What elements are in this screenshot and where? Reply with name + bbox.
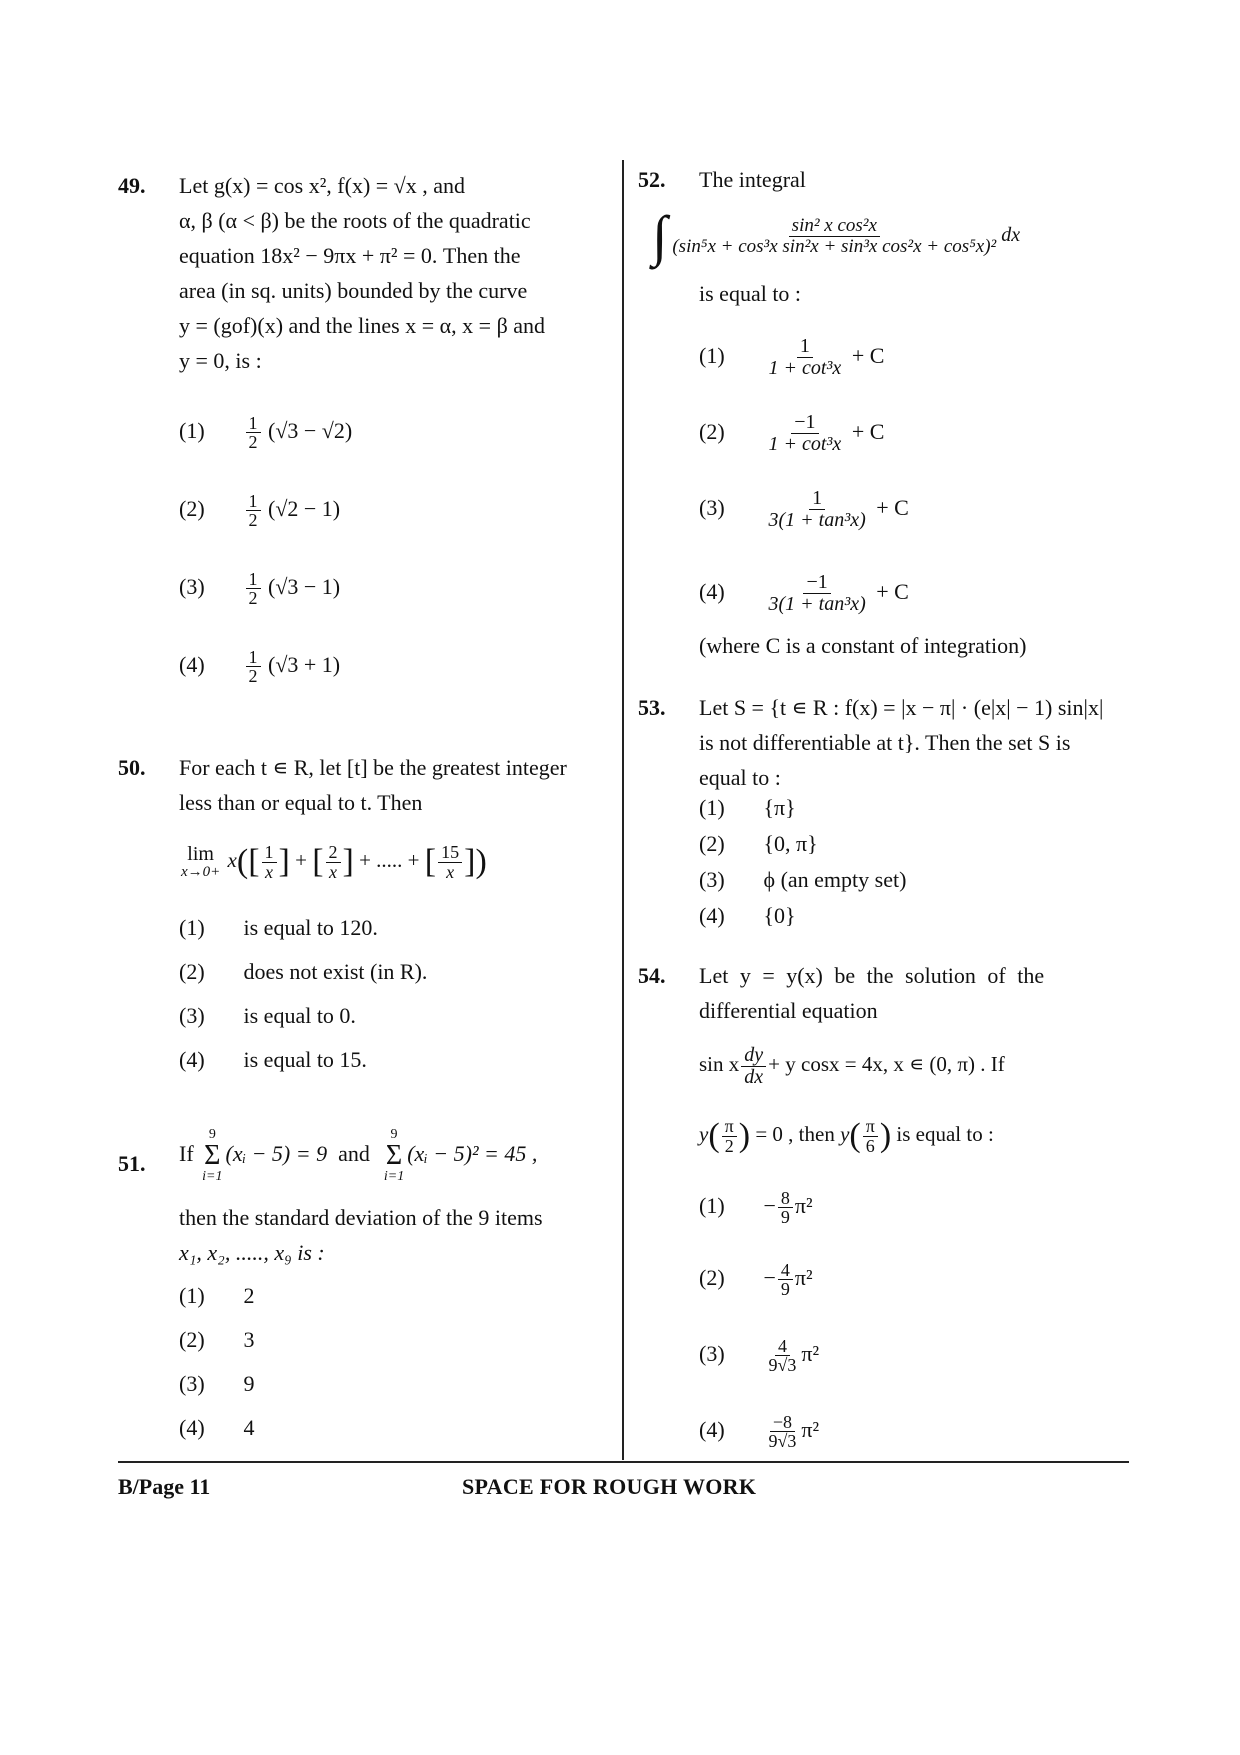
summation: 9 Σ i=1 bbox=[383, 1127, 405, 1184]
fraction: $\frac{4}{9√3}$ bbox=[768, 1335, 797, 1376]
limit-variable: x bbox=[227, 848, 237, 872]
option-number: (3) bbox=[179, 574, 205, 599]
option-text: π² bbox=[801, 1341, 820, 1366]
question-line: equation 18x² − 9πx + π² = 0. Then the bbox=[179, 243, 521, 268]
option-text: + C bbox=[851, 419, 885, 444]
option-text: ϕ (an empty set) bbox=[763, 867, 907, 892]
question-line: α, β (α < β) be the roots of the quadratic bbox=[179, 208, 531, 233]
fraction: $\frac{-1}{\text{1 + cot³x}}$ bbox=[768, 411, 842, 456]
option-text: is equal to 15. bbox=[243, 1047, 367, 1072]
option-number: (2) bbox=[699, 1265, 725, 1290]
option-text: 9 bbox=[243, 1371, 255, 1396]
page-number: B/Page 11 bbox=[118, 1474, 211, 1499]
option-49-4[interactable] bbox=[179, 646, 341, 687]
option-text: π² bbox=[794, 1193, 813, 1218]
integration-note bbox=[699, 628, 1026, 664]
question-text bbox=[179, 750, 608, 820]
option-53-4[interactable] bbox=[699, 898, 796, 934]
option-54-2[interactable] bbox=[699, 1250, 813, 1306]
option-51-3[interactable] bbox=[179, 1366, 255, 1402]
derivative-fraction: $\frac{dy}{dx}$ bbox=[741, 1045, 766, 1088]
option-number: (4) bbox=[179, 1047, 205, 1072]
limit-operator: lim x→0+ bbox=[181, 842, 221, 880]
option-number: (3) bbox=[699, 867, 725, 892]
option-53-1[interactable] bbox=[699, 790, 796, 826]
option-number: (4) bbox=[699, 903, 725, 928]
question-line: less than or equal to t. Then bbox=[179, 790, 423, 815]
fraction: $\frac{8}{9}$ bbox=[778, 1189, 793, 1228]
fraction: $\frac{1}{\text{1 + cot³x}}$ bbox=[768, 335, 842, 380]
option-50-2[interactable] bbox=[179, 954, 427, 990]
question-text bbox=[699, 690, 1133, 795]
fraction: $\frac{1}{2}$ bbox=[246, 570, 261, 609]
option-text: {π} bbox=[763, 795, 796, 820]
differential: dx bbox=[1001, 224, 1021, 246]
function-symbol: y bbox=[699, 1122, 709, 1146]
rough-work-label: SPACE FOR ROUGH WORK bbox=[462, 1474, 757, 1499]
footer-rule bbox=[118, 1461, 1129, 1463]
function-symbol: y bbox=[840, 1122, 850, 1146]
option-number: (1) bbox=[699, 343, 725, 368]
if-word: If bbox=[179, 1141, 194, 1167]
option-text: + C bbox=[851, 343, 885, 368]
option-52-3[interactable] bbox=[699, 480, 909, 536]
option-54-4[interactable] bbox=[699, 1402, 819, 1458]
option-text: is equal to 0. bbox=[243, 1003, 356, 1028]
question-number: 51. bbox=[118, 1151, 146, 1176]
option-text: (√3 − 1) bbox=[268, 574, 341, 599]
question-number: 54. bbox=[638, 963, 666, 988]
option-text: π² bbox=[794, 1265, 813, 1290]
option-number: (2) bbox=[699, 831, 725, 856]
option-text: 3 bbox=[243, 1327, 255, 1352]
option-54-3[interactable] bbox=[699, 1326, 819, 1382]
fraction: $\frac{1}{2}$ bbox=[246, 414, 261, 453]
fraction: $\frac{4}{9}$ bbox=[778, 1261, 793, 1300]
option-50-1[interactable] bbox=[179, 910, 378, 946]
option-number: (1) bbox=[699, 795, 725, 820]
option-text: (√3 + 1) bbox=[268, 652, 341, 677]
option-text: (√3 − √2) bbox=[268, 418, 353, 443]
option-text: + C bbox=[876, 495, 909, 520]
option-number: (1) bbox=[179, 1283, 205, 1308]
question-line: Let S = {t ∊ R : f(x) = |x − π| · (e|x| − 1) sin|x| bbox=[699, 695, 1104, 720]
option-text: 4 bbox=[243, 1415, 255, 1440]
question-number: 53. bbox=[638, 695, 666, 720]
option-number: (3) bbox=[179, 1003, 205, 1028]
option-text: (√2 − 1) bbox=[268, 496, 341, 521]
option-number: (4) bbox=[179, 652, 205, 677]
option-number: (1) bbox=[699, 1193, 725, 1218]
condition-text: = 0 , then bbox=[755, 1122, 835, 1146]
fraction: $\frac{-1}{\text{3(1 + tan³x)}}$ bbox=[768, 571, 866, 616]
integral-expression bbox=[652, 202, 1020, 268]
question-line: differential equation bbox=[699, 998, 878, 1023]
question-text bbox=[179, 168, 608, 378]
option-text: π² bbox=[801, 1417, 820, 1442]
option-number: (2) bbox=[699, 419, 725, 444]
option-53-3[interactable] bbox=[699, 862, 906, 898]
column-divider bbox=[622, 160, 624, 1460]
question-line: y = (gof)(x) and the lines x = α, x = β and bbox=[179, 313, 546, 338]
fraction: $\frac{-8}{9√3}$ bbox=[768, 1411, 797, 1452]
option-text: {0, π} bbox=[763, 831, 818, 856]
option-51-1[interactable] bbox=[179, 1278, 255, 1314]
option-number: (3) bbox=[699, 495, 725, 520]
question-text bbox=[179, 1128, 608, 1184]
question-text: is equal to : bbox=[699, 281, 802, 306]
option-text: is equal to 120. bbox=[243, 915, 378, 940]
question-line: y = 0, is : bbox=[179, 348, 262, 373]
option-sign: − bbox=[763, 1193, 776, 1218]
integral-sign-icon: ∫ bbox=[652, 205, 668, 268]
option-number: (4) bbox=[699, 1417, 725, 1442]
fraction: $\frac{1}{2}$ bbox=[246, 492, 261, 531]
option-50-4[interactable] bbox=[179, 1042, 367, 1078]
option-text: does not exist (in R). bbox=[243, 959, 428, 984]
differential-equation bbox=[699, 1036, 1005, 1092]
question-line: equal to : bbox=[699, 765, 781, 790]
option-51-2[interactable] bbox=[179, 1322, 255, 1358]
question-line: For each t ∊ R, let [t] be the greatest integer bbox=[179, 755, 567, 780]
fraction: $\frac{1}{2}$ bbox=[246, 648, 261, 687]
de-suffix: + y cosx = 4x, x ∊ (0, π) . If bbox=[768, 1052, 1005, 1076]
option-text: {0} bbox=[763, 903, 796, 928]
question-line: Let g(x) = cos x², f(x) = √x , and bbox=[179, 173, 466, 198]
option-number: (2) bbox=[179, 959, 205, 984]
question-line: x₁, x₂, ....., x₉ is : bbox=[179, 1240, 325, 1265]
question-line: then the standard deviation of the 9 items bbox=[179, 1205, 543, 1230]
note-text: (where C is a constant of integration) bbox=[699, 633, 1027, 658]
de-prefix: sin x bbox=[699, 1052, 740, 1076]
question-51 bbox=[118, 1128, 608, 1198]
option-number: (4) bbox=[179, 1415, 205, 1440]
integrand-fraction: $\frac{\text{sin² x cos²x}}{\text{(sin⁵x + cos³x sin²x + sin³x cos²x + cos⁵x)²}}$ bbox=[672, 214, 997, 257]
initial-condition: y( $\frac{\pi}{2}$ ) = 0 , then y( $\frac{\pi}{6}$ ) is equal to : bbox=[699, 1115, 994, 1156]
option-49-2[interactable] bbox=[179, 490, 341, 531]
option-52-1[interactable] bbox=[699, 328, 884, 384]
option-text: + C bbox=[876, 579, 909, 604]
option-number: (1) bbox=[179, 915, 205, 940]
option-52-2[interactable] bbox=[699, 404, 884, 460]
fraction: $\frac{1}{\text{3(1 + tan³x)}}$ bbox=[768, 487, 866, 532]
question-number: 52. bbox=[638, 167, 666, 192]
summation: 9 Σ i=1 bbox=[202, 1127, 223, 1184]
question-text bbox=[179, 1200, 608, 1270]
option-number: (4) bbox=[699, 579, 725, 604]
option-51-4[interactable] bbox=[179, 1410, 255, 1446]
option-54-1[interactable] bbox=[699, 1178, 813, 1234]
option-number: (3) bbox=[179, 1371, 205, 1396]
option-number: (2) bbox=[179, 1327, 205, 1352]
sum-expression: (xᵢ − 5)² = 45 , bbox=[407, 1141, 538, 1167]
fraction: $\frac{15}{x}$ bbox=[438, 843, 462, 882]
limit-expression: lim x→0+ x([ $\frac{1}{x}$ ] + [ $\frac{2}{x}$ ] + ..... + [ $\frac{15}{x}$ ]) bbox=[181, 841, 487, 882]
option-53-2[interactable] bbox=[699, 826, 818, 862]
question-number: 50. bbox=[118, 755, 146, 780]
fraction: $\frac{\pi}{2}$ bbox=[722, 1117, 737, 1156]
option-text: 2 bbox=[243, 1283, 255, 1308]
option-49-1[interactable] bbox=[179, 412, 353, 453]
option-49-3[interactable] bbox=[179, 568, 341, 609]
option-52-4[interactable] bbox=[699, 564, 909, 620]
and-word: and bbox=[338, 1141, 370, 1167]
question-number: 49. bbox=[118, 173, 146, 198]
fraction: $\frac{2}{x}$ bbox=[326, 843, 341, 882]
option-number: (1) bbox=[179, 418, 205, 443]
ellipsis: + ..... + bbox=[359, 848, 420, 872]
question-text: The integral bbox=[699, 167, 806, 192]
question-line: Let y = y(x) be the solution of the bbox=[699, 963, 1045, 988]
option-sign: − bbox=[763, 1265, 776, 1290]
question-text bbox=[699, 958, 1133, 1028]
question-line: area (in sq. units) bounded by the curve bbox=[179, 278, 528, 303]
fraction: $\frac{1}{x}$ bbox=[262, 843, 277, 882]
fraction: $\frac{\pi}{6}$ bbox=[863, 1117, 878, 1156]
sum-expression: (xᵢ − 5) = 9 bbox=[225, 1141, 328, 1167]
option-50-3[interactable] bbox=[179, 998, 356, 1034]
option-number: (2) bbox=[179, 496, 205, 521]
option-number: (3) bbox=[699, 1341, 725, 1366]
question-line: is not differentiable at t}. Then the set S is bbox=[699, 730, 1071, 755]
condition-text: is equal to : bbox=[896, 1122, 994, 1146]
